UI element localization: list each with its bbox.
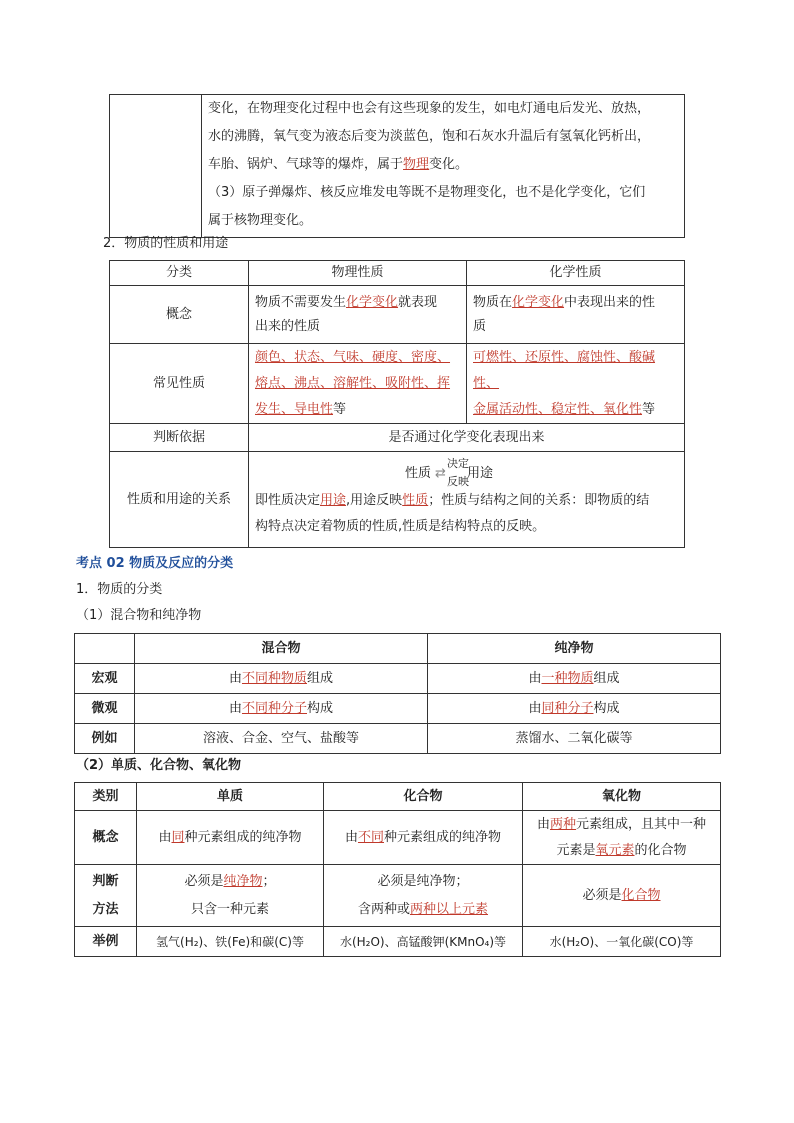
header-mixture: 混合物 xyxy=(135,634,428,664)
empty-cell xyxy=(110,95,202,238)
header-physical: 物理性质 xyxy=(249,261,467,286)
header-pure: 纯净物 xyxy=(428,634,721,664)
pure-cell: 由同种分子构成 xyxy=(428,694,721,724)
element-method: 必须是纯净物； 只含一种元素 xyxy=(137,865,324,927)
element-concept: 由同种元素组成的纯净物 xyxy=(137,811,324,865)
compound-concept: 由不同种元素组成的纯净物 xyxy=(324,811,523,865)
header-compound: 化合物 xyxy=(324,783,523,811)
chemical-common: 可燃性、还原性、腐蚀性、酸碱性、 金属活动性、稳定性、氧化性等 xyxy=(467,344,685,424)
use-word: 用途 xyxy=(467,465,494,481)
oxide-method: 必须是化合物 xyxy=(523,865,721,927)
kaodian-title: 考点 02 物质及反应的分类 xyxy=(76,556,234,571)
physical-common: 颜色、状态、气味、硬度、密度、 熔点、沸点、溶解性、吸附性、挥 发生、导电性等 xyxy=(249,344,467,424)
property-word: 性质 xyxy=(405,465,432,481)
method-label: 判断 方法 xyxy=(75,865,137,927)
header-oxide: 氧化物 xyxy=(523,783,721,811)
decide-label: 决定 xyxy=(447,456,469,470)
example-label: 举例 xyxy=(75,927,137,957)
subsection-title: （2）单质、化合物、氧化物 xyxy=(76,758,242,773)
relation-diagram xyxy=(255,456,678,488)
header-category: 分类 xyxy=(110,261,249,286)
oxide-example: 水(H₂O)、一氧化碳(CO)等 xyxy=(523,927,721,957)
header-category: 类别 xyxy=(75,783,137,811)
row-label: 宏观 xyxy=(75,664,135,694)
judge-label: 判断依据 xyxy=(110,424,249,452)
compound-example: 水(H₂O)、高锰酸钾(KMnO₄)等 xyxy=(324,927,523,957)
physical-concept: 物质不需要发生化学变化就表现 出来的性质 xyxy=(249,286,467,344)
section-title: 2．物质的性质和用途 xyxy=(103,236,229,251)
relation-value xyxy=(249,452,685,548)
mixture-cell: 由不同种分子构成 xyxy=(135,694,428,724)
note-line: 属于核物理变化。 xyxy=(208,213,313,228)
chemical-concept: 物质在化学变化中表现出来的性 质 xyxy=(467,286,685,344)
continuation-table xyxy=(109,94,685,238)
reflect-label: 反映 xyxy=(447,474,469,488)
note-line: 水的沸腾，氧气变为液态后变为淡蓝色，饱和石灰水升温后有氢氧化钙析出， xyxy=(208,129,651,144)
header-element: 单质 xyxy=(137,783,324,811)
note-line: （3）原子弹爆炸、核反应堆发电等既不是物理变化，也不是化学变化，它们 xyxy=(208,185,646,200)
common-label: 常见性质 xyxy=(110,344,249,424)
row-label: 微观 xyxy=(75,694,135,724)
concept-label: 概念 xyxy=(75,811,137,865)
note-line: 车胎、锅炉、气球等的爆炸，属于物理变化。 xyxy=(208,157,469,172)
note-line: 变化，在物理变化过程中也会有这些现象的发生，如电灯通电后发光、放热， xyxy=(208,101,651,116)
physical-change-notes xyxy=(202,95,685,238)
element-example: 氢气(H₂)、铁(Fe)和碳(C)等 xyxy=(137,927,324,957)
double-arrow: ⇄ xyxy=(435,465,446,481)
oxide-concept: 由两种元素组成，且其中一种 元素是氧元素的化合物 xyxy=(523,811,721,865)
row-label: 例如 xyxy=(75,724,135,754)
mixture-cell: 溶液、合金、空气、盐酸等 xyxy=(135,724,428,754)
header-empty xyxy=(75,634,135,664)
relation-line: 即性质决定用途,用途反映性质；性质与结构之间的关系：即物质的结 xyxy=(255,492,650,508)
relation-line: 构特点决定着物质的性质,性质是结构特点的反映。 xyxy=(255,518,546,534)
compound-method: 必须是纯净物； 含两种或两种以上元素 xyxy=(324,865,523,927)
subsection-title: 1．物质的分类 xyxy=(76,582,163,597)
mixture-cell: 由不同种物质组成 xyxy=(135,664,428,694)
pure-cell: 蒸馏水、二氧化碳等 xyxy=(428,724,721,754)
relation-label: 性质和用途的关系 xyxy=(110,452,249,548)
mixture-table xyxy=(74,633,721,754)
compound-table xyxy=(74,782,721,957)
header-chemical: 化学性质 xyxy=(467,261,685,286)
subsection-title: （1）混合物和纯净物 xyxy=(76,608,202,623)
pure-cell: 由一种物质组成 xyxy=(428,664,721,694)
concept-label: 概念 xyxy=(110,286,249,344)
properties-table xyxy=(109,260,685,548)
judge-value: 是否通过化学变化表现出来 xyxy=(249,424,685,452)
